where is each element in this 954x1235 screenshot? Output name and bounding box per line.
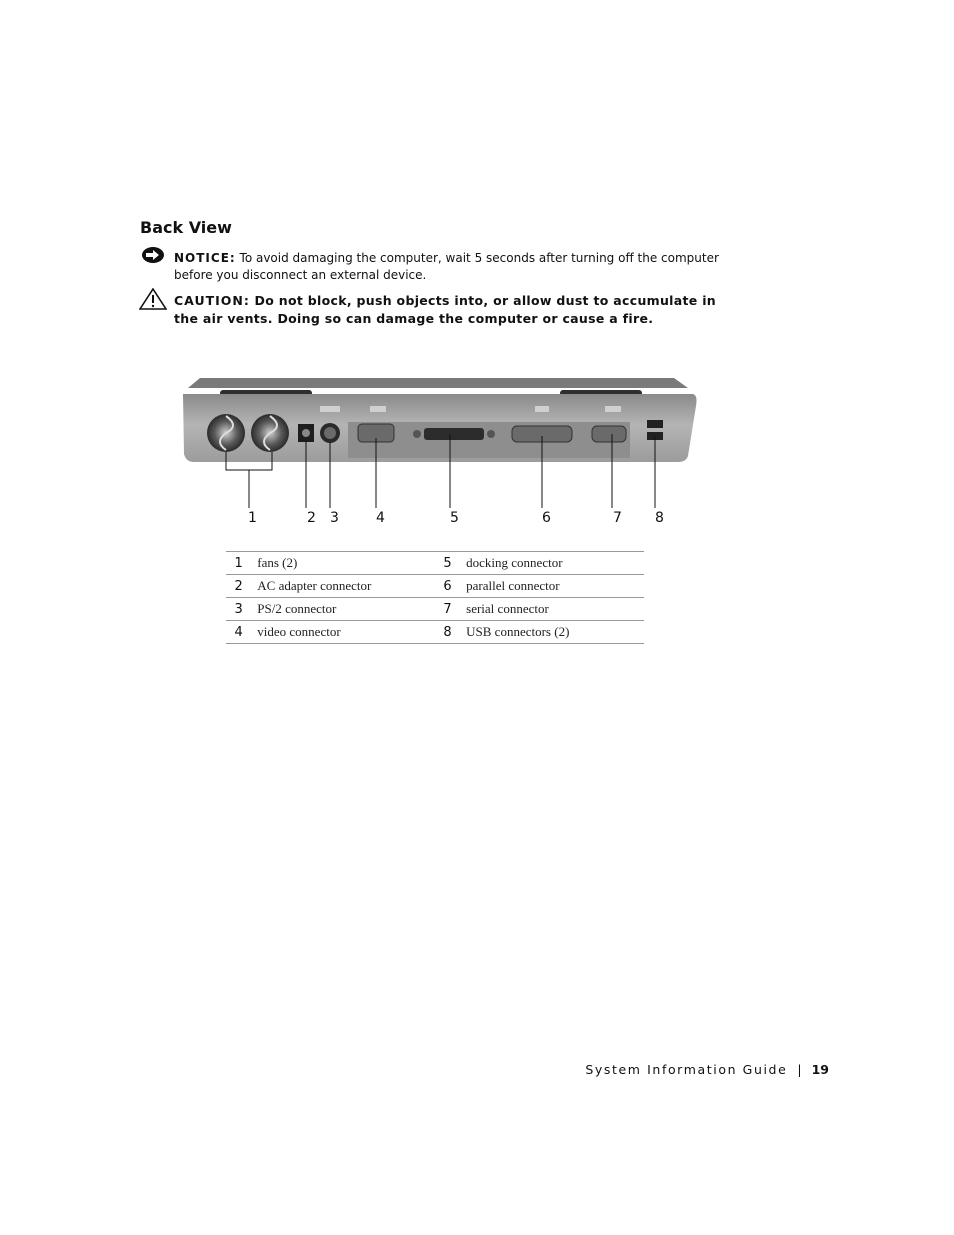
legend-description: USB connectors (2) (460, 621, 644, 644)
callout-3: 3 (330, 510, 339, 526)
legend-number: 1 (226, 552, 251, 575)
legend-description: PS/2 connector (251, 598, 435, 621)
legend-number: 8 (435, 621, 460, 644)
legend-description: serial connector (460, 598, 644, 621)
caution-text: Do not block, push objects into, or allow dust to accumulate in the air vents. Doing so can damage the computer or cause a fire. (174, 293, 716, 326)
legend-description: fans (2) (251, 552, 435, 575)
caution-block (174, 292, 734, 328)
caution-label: CAUTION: (174, 293, 250, 308)
caution-icon (139, 288, 167, 310)
callout-6: 6 (542, 510, 551, 526)
table-row (226, 575, 644, 598)
legend-number: 7 (435, 598, 460, 621)
notice-label: NOTICE: (174, 251, 236, 265)
laptop-back-view-image (180, 376, 700, 536)
callout-1: 1 (248, 510, 257, 526)
legend-table (226, 551, 644, 644)
legend-description: docking connector (460, 552, 644, 575)
notice-block (174, 250, 734, 284)
legend-description: AC adapter connector (251, 575, 435, 598)
callout-2: 2 (307, 510, 316, 526)
callout-7: 7 (613, 510, 622, 526)
notice-icon (141, 246, 165, 264)
legend-description: video connector (251, 621, 435, 644)
table-row (226, 552, 644, 575)
page-footer (585, 1062, 829, 1077)
legend-description: parallel connector (460, 575, 644, 598)
legend-number: 6 (435, 575, 460, 598)
notice-text: To avoid damaging the computer, wait 5 seconds after turning off the computer before you disconnect an external device. (174, 251, 719, 282)
table-row (226, 621, 644, 644)
callout-5: 5 (450, 510, 459, 526)
legend-number: 2 (226, 575, 251, 598)
page-number: 19 (811, 1062, 829, 1077)
legend-number: 3 (226, 598, 251, 621)
table-row (226, 598, 644, 621)
footer-separator: | (797, 1062, 802, 1077)
legend-number: 5 (435, 552, 460, 575)
callout-4: 4 (376, 510, 385, 526)
callout-8: 8 (655, 510, 664, 526)
legend-number: 4 (226, 621, 251, 644)
section-title: Back View (140, 218, 232, 237)
guide-title: System Information Guide (585, 1062, 788, 1077)
